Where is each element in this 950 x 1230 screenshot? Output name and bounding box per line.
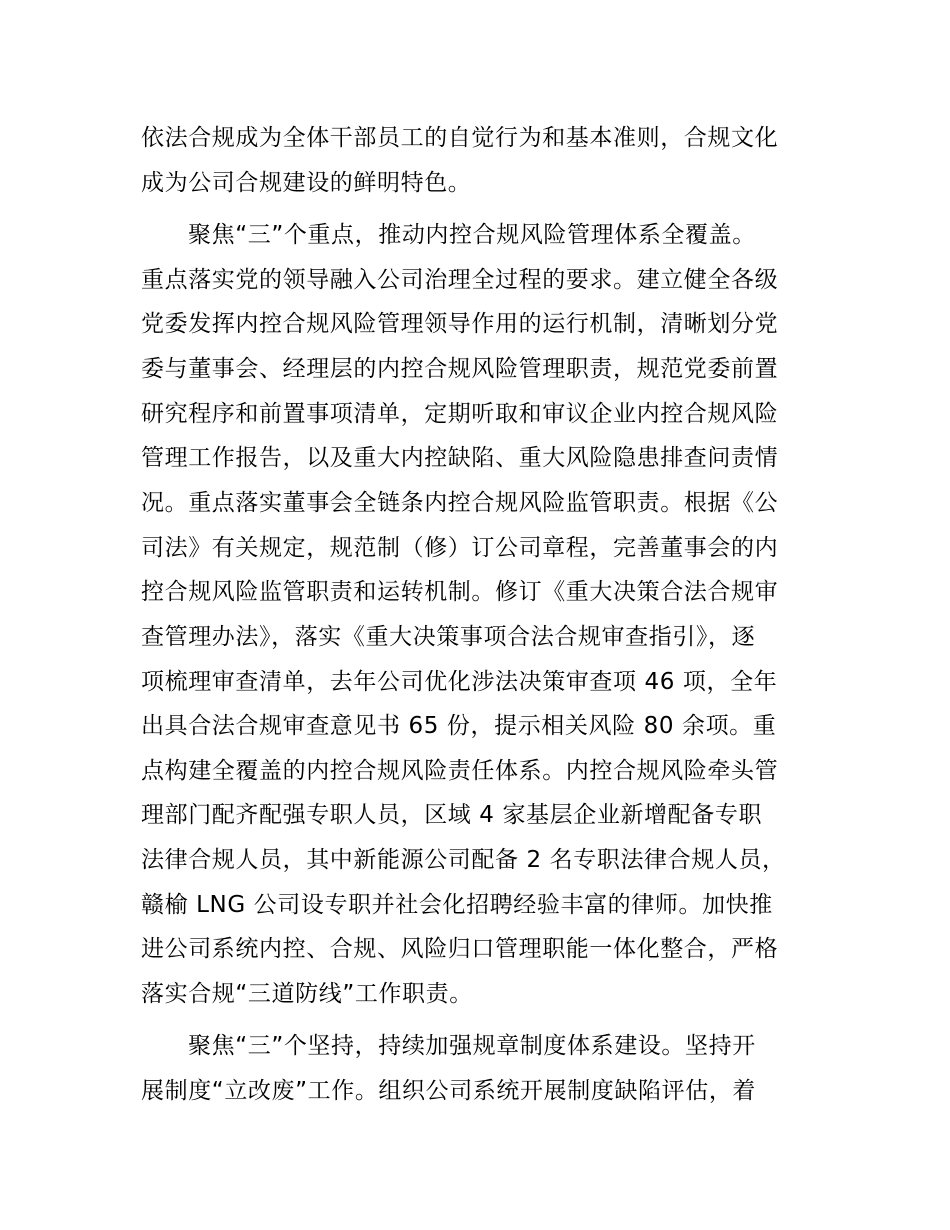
text-line: 理部门配齐配强专职人员，区域 4 家基层企业新增配备专职 bbox=[141, 802, 763, 828]
paragraph-first-line: 聚焦“三”个重点，推动内控合规风险管理体系全覆盖。 bbox=[188, 222, 756, 248]
text-line: 落实合规“三道防线”工作职责。 bbox=[141, 981, 473, 1007]
text-line: 重点落实党的领导融入公司治理全过程的要求。建立健全各级 bbox=[141, 267, 779, 293]
text-line: 党委发挥内控合规风险管理领导作用的运行机制，清晰划分党 bbox=[141, 311, 779, 337]
text-line: 出具合法合规审查意见书 65 份，提示相关风险 80 余项。重 bbox=[141, 713, 777, 739]
text-line: 研究程序和前置事项清单，定期听取和审议企业内控合规风险 bbox=[141, 401, 779, 427]
text-line: 司法》有关规定，规范制（修）订公司章程，完善董事会的内 bbox=[141, 535, 779, 561]
text-line: 项梳理审查清单，去年公司优化涉法决策审查项 46 项，全年 bbox=[141, 669, 778, 695]
text-line: 进公司系统内控、合规、风险归口管理职能一体化整合，严格 bbox=[141, 936, 779, 962]
text-line: 依法合规成为全体干部员工的自觉行为和基本准则，合规文化 bbox=[141, 125, 779, 151]
text-line: 控合规风险监管职责和运转机制。修订《重大决策合法合规审 bbox=[141, 579, 779, 605]
text-line: 法律合规人员，其中新能源公司配备 2 名专职法律合规人员， bbox=[141, 847, 786, 873]
text-line: 况。重点落实董事会全链条内控合规风险监管职责。根据《公 bbox=[141, 490, 779, 516]
text-line: 展制度“立改废”工作。组织公司系统开展制度缺陷评估，着 bbox=[141, 1078, 757, 1104]
text-line: 赣榆 LNG 公司设专职并社会化招聘经验丰富的律师。加快推 bbox=[141, 892, 773, 918]
text-line: 点构建全覆盖的内控合规风险责任体系。内控合规风险牵头管 bbox=[141, 758, 779, 784]
text-line: 管理工作报告，以及重大内控缺陷、重大风险隐患排查问责情 bbox=[141, 445, 779, 471]
paragraph-first-line: 聚焦“三”个坚持，持续加强规章制度体系建设。坚持开 bbox=[188, 1033, 756, 1059]
text-line: 委与董事会、经理层的内控合规风险管理职责，规范党委前置 bbox=[141, 356, 779, 382]
text-line: 查管理办法》，落实《重大决策事项合法合规审查指引》，逐 bbox=[141, 624, 756, 650]
text-line: 成为公司合规建设的鲜明特色。 bbox=[141, 170, 472, 196]
